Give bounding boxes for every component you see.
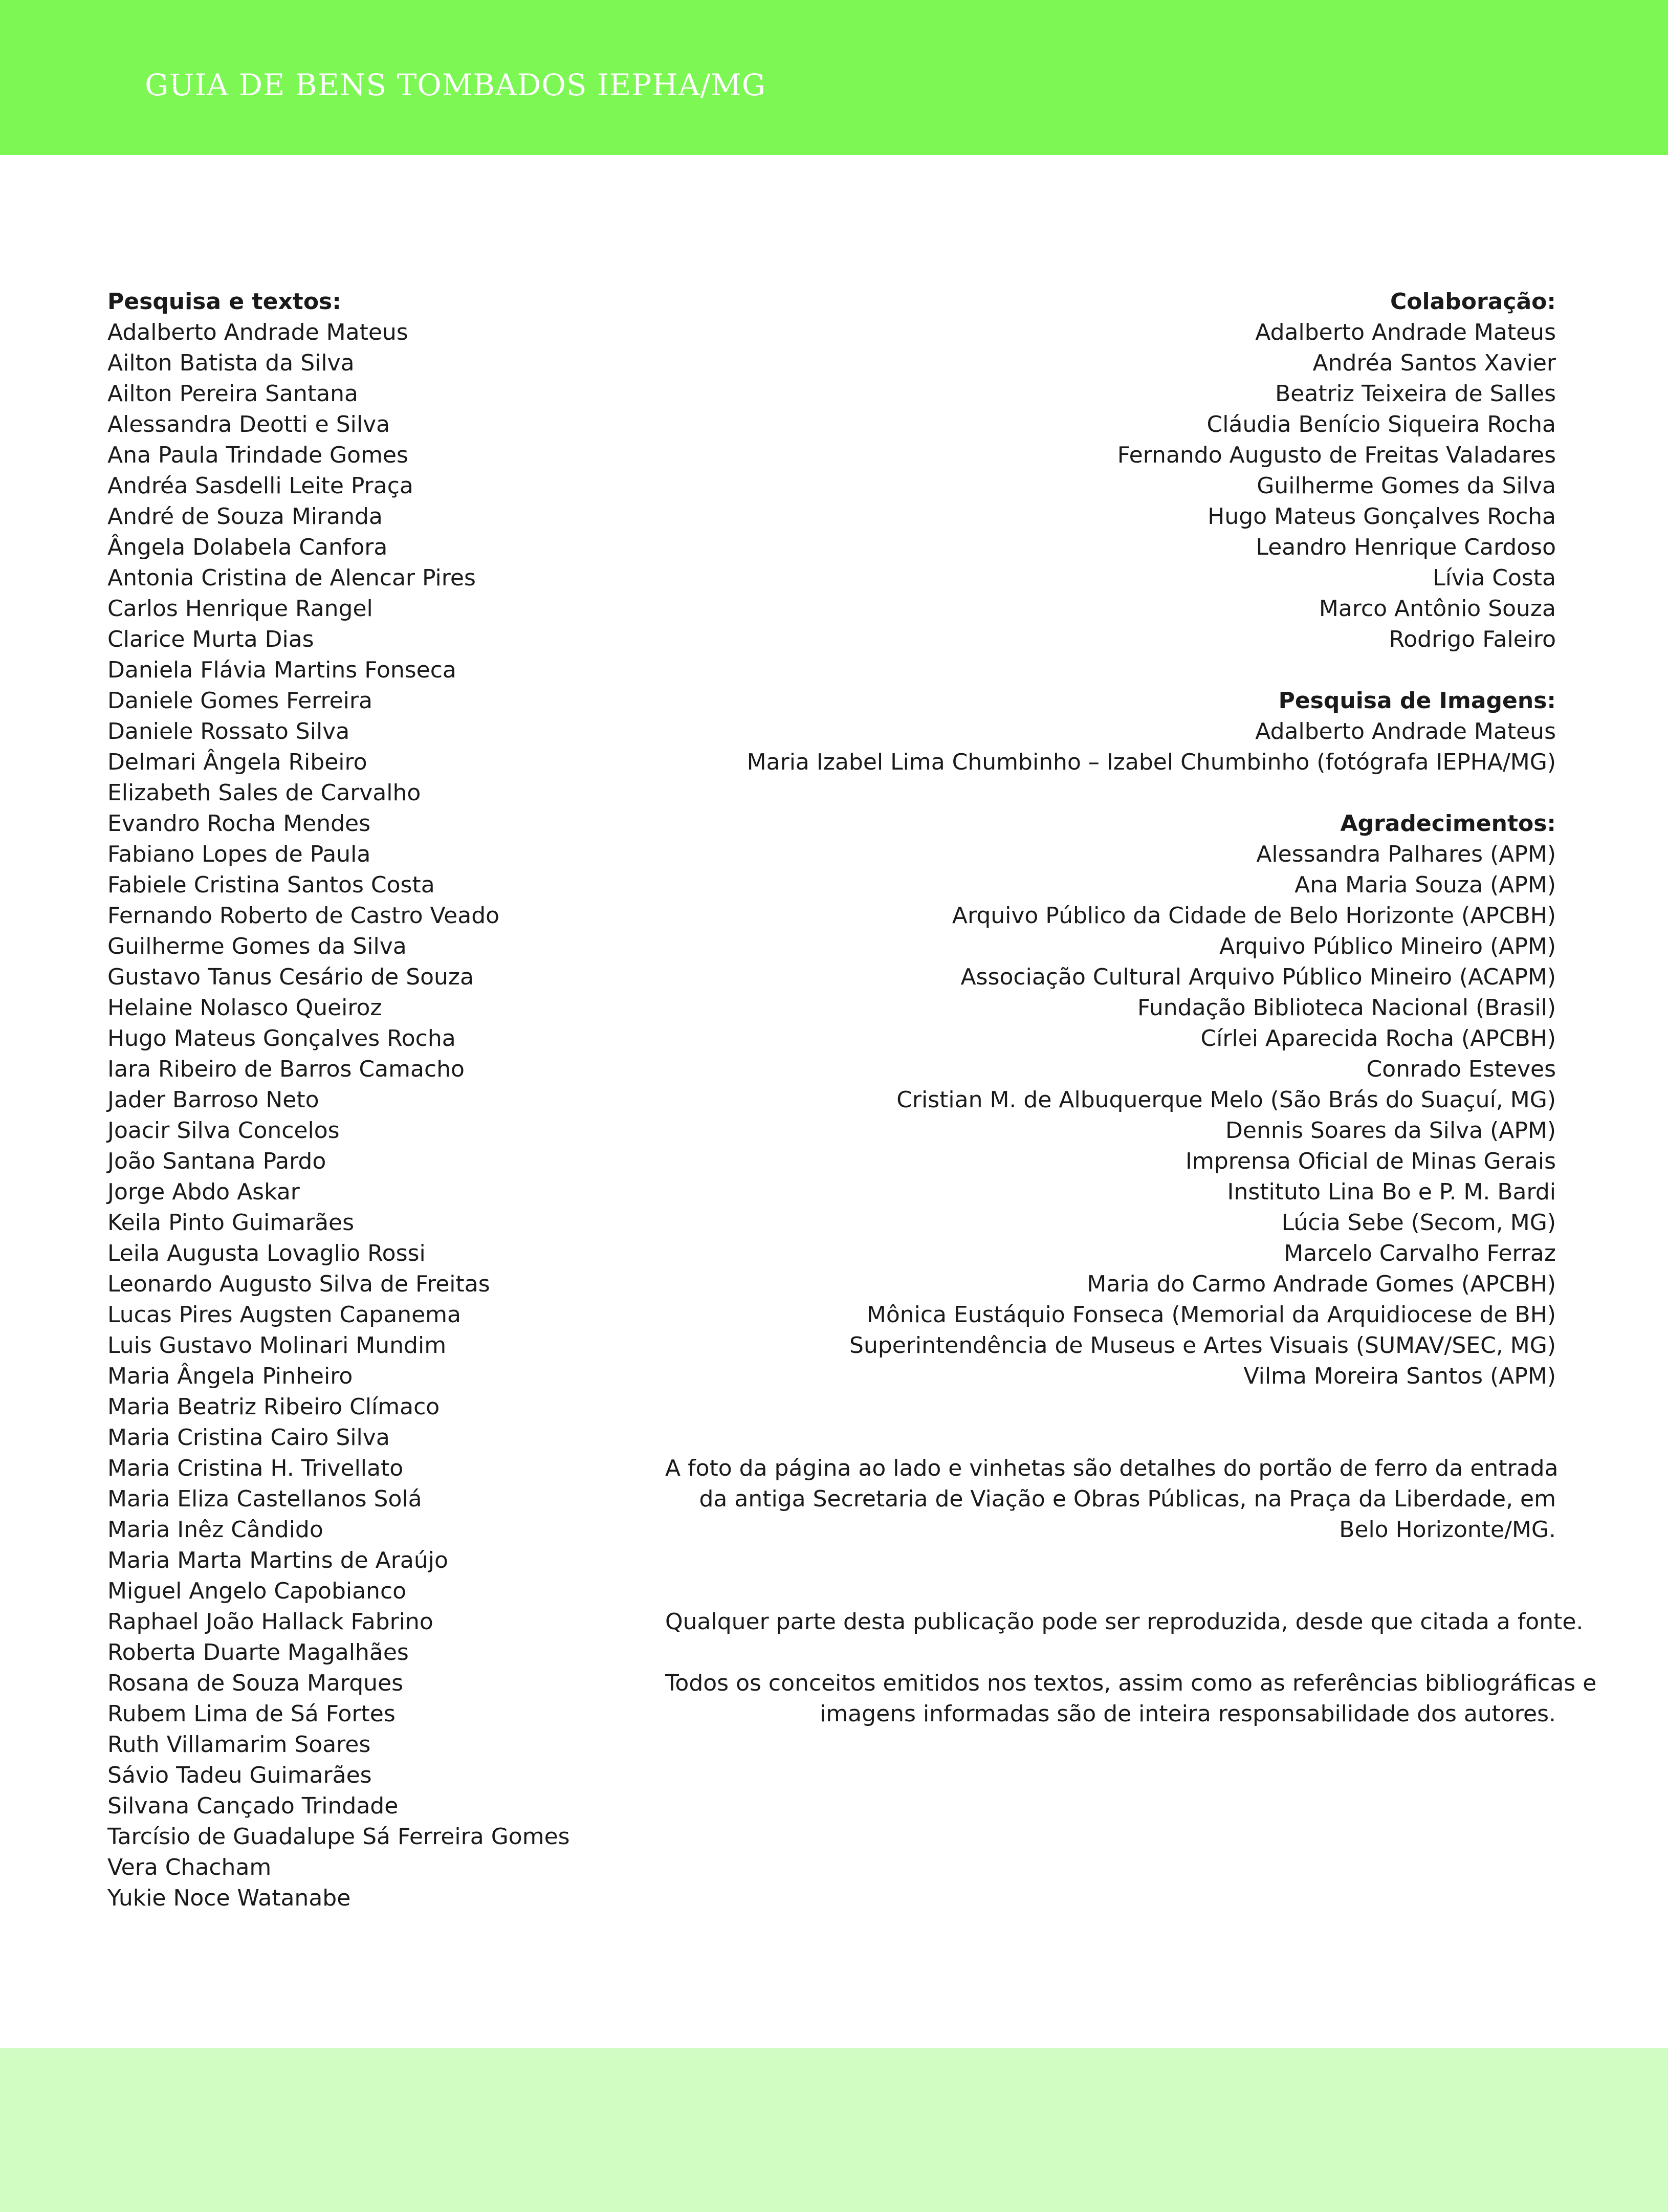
research-name: Clarice Murta Dias bbox=[107, 626, 314, 652]
acknowledgements-list bbox=[665, 839, 1556, 1392]
acknowledgement-entry: Alessandra Palhares (APM) bbox=[1256, 841, 1556, 867]
collaborator-name: Cláudia Benício Siqueira Rocha bbox=[1206, 411, 1556, 437]
acknowledgement-entry: Fundação Biblioteca Nacional (Brasil) bbox=[1137, 995, 1556, 1021]
acknowledgements-heading: Agradecimentos: bbox=[1340, 811, 1556, 837]
acknowledgement-entry: Instituto Lina Bo e P. M. Bardi bbox=[1227, 1179, 1556, 1205]
research-name: Jorge Abdo Askar bbox=[107, 1179, 300, 1205]
responsibility-note-line: imagens informadas são de inteira responsabilidade dos autores. bbox=[820, 1701, 1556, 1727]
research-name: Evandro Rocha Mendes bbox=[107, 811, 371, 837]
acknowledgement-entry: Conrado Esteves bbox=[1366, 1056, 1556, 1082]
photo-caption-note bbox=[665, 1453, 1559, 1545]
acknowledgement-entry: Maria do Carmo Andrade Gomes (APCBH) bbox=[1087, 1271, 1556, 1297]
photo-note-line: A foto da página ao lado e vinhetas são detalhes do portão de ferro da entrada bbox=[665, 1455, 1559, 1481]
acknowledgement-entry: Arquivo Público da Cidade de Belo Horizonte (APCBH) bbox=[952, 903, 1556, 929]
acknowledgement-entry: Marcelo Carvalho Ferraz bbox=[1284, 1240, 1556, 1266]
research-name: Fernando Roberto de Castro Veado bbox=[107, 903, 500, 929]
research-name: Raphael João Hallack Fabrino bbox=[107, 1609, 433, 1635]
collaborator-name: Andréa Santos Xavier bbox=[1312, 350, 1556, 376]
photo-note-line: da antiga Secretaria de Viação e Obras Públicas, na Praça da Liberdade, em bbox=[699, 1486, 1556, 1512]
collaborator-name: Beatriz Teixeira de Salles bbox=[1275, 381, 1556, 407]
research-name: Tarcísio de Guadalupe Sá Ferreira Gomes bbox=[107, 1824, 570, 1850]
image-researcher-name: Maria Izabel Lima Chumbinho – Izabel Chumbinho (fotógrafa IEPHA/MG) bbox=[747, 749, 1556, 775]
research-name: Sávio Tadeu Guimarães bbox=[107, 1762, 372, 1788]
research-name: Jader Barroso Neto bbox=[107, 1087, 319, 1113]
research-name: Andréa Sasdelli Leite Praça bbox=[107, 473, 413, 499]
research-name: Hugo Mateus Gonçalves Rocha bbox=[107, 1025, 456, 1052]
research-name: João Santana Pardo bbox=[107, 1148, 326, 1174]
research-name: Ailton Pereira Santana bbox=[107, 381, 358, 407]
research-name: Rubem Lima de Sá Fortes bbox=[107, 1701, 396, 1727]
header-bar bbox=[0, 0, 1668, 155]
reproduction-note bbox=[665, 1607, 1584, 1637]
research-name: Ângela Dolabela Canfora bbox=[107, 534, 388, 560]
research-name: Daniele Rossato Silva bbox=[107, 718, 350, 744]
acknowledgement-entry: Vilma Moreira Santos (APM) bbox=[1243, 1363, 1556, 1389]
research-name: Maria Eliza Castellanos Solá bbox=[107, 1486, 422, 1512]
research-name: Vera Chacham bbox=[107, 1854, 272, 1880]
collaboration-heading: Colaboração: bbox=[1390, 289, 1556, 315]
acknowledgement-entry: Mônica Eustáquio Fonseca (Memorial da Arquidiocese de BH) bbox=[866, 1302, 1556, 1328]
collaborator-name: Guilherme Gomes da Silva bbox=[1257, 473, 1556, 499]
collaborator-name: Adalberto Andrade Mateus bbox=[1255, 319, 1556, 345]
research-name: Daniela Flávia Martins Fonseca bbox=[107, 657, 456, 683]
research-name: Roberta Duarte Magalhães bbox=[107, 1639, 409, 1666]
acknowledgement-entry: Lúcia Sebe (Secom, MG) bbox=[1281, 1210, 1556, 1236]
research-name: Antonia Cristina de Alencar Pires bbox=[107, 565, 476, 591]
research-name: Maria Cristina Cairo Silva bbox=[107, 1425, 390, 1451]
collaborator-name: Marco Antônio Souza bbox=[1319, 596, 1556, 622]
research-name: Alessandra Deotti e Silva bbox=[107, 411, 390, 437]
research-name: Ruth Villamarim Soares bbox=[107, 1732, 371, 1758]
collaborator-name: Lívia Costa bbox=[1433, 565, 1556, 591]
acknowledgement-entry: Arquivo Público Mineiro (APM) bbox=[1219, 933, 1556, 959]
research-name: Luis Gustavo Molinari Mundim bbox=[107, 1332, 447, 1359]
research-name: Joacir Silva Concelos bbox=[107, 1118, 340, 1144]
research-name: Daniele Gomes Ferreira bbox=[107, 688, 372, 714]
acknowledgement-entry: Cristian M. de Albuquerque Melo (São Brás do Suaçuí, MG) bbox=[896, 1087, 1556, 1113]
research-name: Gustavo Tanus Cesário de Souza bbox=[107, 964, 474, 990]
acknowledgement-entry: Dennis Soares da Silva (APM) bbox=[1225, 1118, 1556, 1144]
responsibility-note-line: Todos os conceitos emitidos nos textos, assim como as referências bibliográficas e bbox=[665, 1670, 1597, 1696]
research-credits bbox=[107, 287, 721, 1914]
research-name: Ana Paula Trindade Gomes bbox=[107, 442, 408, 468]
research-name: Iara Ribeiro de Barros Camacho bbox=[107, 1056, 465, 1082]
research-name: Leila Augusta Lovaglio Rossi bbox=[107, 1240, 426, 1266]
research-name: Yukie Noce Watanabe bbox=[107, 1885, 351, 1911]
research-name: Maria Inêz Cândido bbox=[107, 1517, 323, 1543]
image-research-names-list bbox=[665, 716, 1556, 778]
responsibility-note bbox=[665, 1668, 1597, 1729]
research-name: Adalberto Andrade Mateus bbox=[107, 319, 408, 345]
image-researcher-name: Adalberto Andrade Mateus bbox=[1255, 718, 1556, 744]
research-name: Leonardo Augusto Silva de Freitas bbox=[107, 1271, 490, 1297]
research-heading: Pesquisa e textos: bbox=[107, 289, 341, 315]
research-name: Lucas Pires Augsten Capanema bbox=[107, 1302, 461, 1328]
acknowledgement-column bbox=[665, 287, 1597, 1729]
research-name: Helaine Nolasco Queiroz bbox=[107, 995, 382, 1021]
research-name: Rosana de Souza Marques bbox=[107, 1670, 404, 1696]
research-name: Maria Ângela Pinheiro bbox=[107, 1363, 353, 1389]
research-name: Maria Beatriz Ribeiro Clímaco bbox=[107, 1394, 440, 1420]
acknowledgement-entry: Imprensa Oficial de Minas Gerais bbox=[1186, 1148, 1556, 1174]
research-name: Elizabeth Sales de Carvalho bbox=[107, 780, 421, 806]
research-name: Fabiele Cristina Santos Costa bbox=[107, 872, 435, 898]
research-name: Miguel Angelo Capobianco bbox=[107, 1578, 407, 1604]
acknowledgement-entry: Associação Cultural Arquivo Público Mineiro (ACAPM) bbox=[960, 964, 1556, 990]
research-name: Maria Marta Martins de Araújo bbox=[107, 1547, 448, 1573]
reproduction-note-line: Qualquer parte desta publicação pode ser reproduzida, desde que citada a fonte. bbox=[665, 1609, 1584, 1635]
collaborator-name: Fernando Augusto de Freitas Valadares bbox=[1117, 442, 1556, 468]
acknowledgement-entry: Ana Maria Souza (APM) bbox=[1294, 872, 1556, 898]
research-name: Fabiano Lopes de Paula bbox=[107, 841, 371, 867]
collaborator-name: Rodrigo Faleiro bbox=[1389, 626, 1556, 652]
research-name: André de Souza Miranda bbox=[107, 503, 383, 530]
collaboration-names-list bbox=[665, 317, 1556, 655]
photo-note-line: Belo Horizonte/MG. bbox=[1339, 1517, 1556, 1543]
acknowledgement-entry: Superintendência de Museus e Artes Visuais (SUMAV/SEC, MG) bbox=[849, 1332, 1556, 1359]
footer-bar bbox=[0, 2048, 1668, 2212]
research-name: Silvana Cançado Trindade bbox=[107, 1793, 399, 1819]
research-name: Delmari Ângela Ribeiro bbox=[107, 749, 367, 775]
research-names-list bbox=[107, 317, 721, 1914]
acknowledgement-entry: Círlei Aparecida Rocha (APCBH) bbox=[1200, 1025, 1556, 1052]
publication-title: GUIA DE BENS TOMBADOS IEPHA/MG bbox=[145, 68, 766, 102]
collaborator-name: Leandro Henrique Cardoso bbox=[1256, 534, 1556, 560]
research-name: Ailton Batista da Silva bbox=[107, 350, 355, 376]
research-name: Keila Pinto Guimarães bbox=[107, 1210, 355, 1236]
collaborator-name: Hugo Mateus Gonçalves Rocha bbox=[1208, 503, 1556, 530]
research-name: Carlos Henrique Rangel bbox=[107, 596, 373, 622]
image-research-heading: Pesquisa de Imagens: bbox=[1278, 688, 1556, 714]
research-name: Maria Cristina H. Trivellato bbox=[107, 1455, 404, 1481]
research-name: Guilherme Gomes da Silva bbox=[107, 933, 407, 959]
